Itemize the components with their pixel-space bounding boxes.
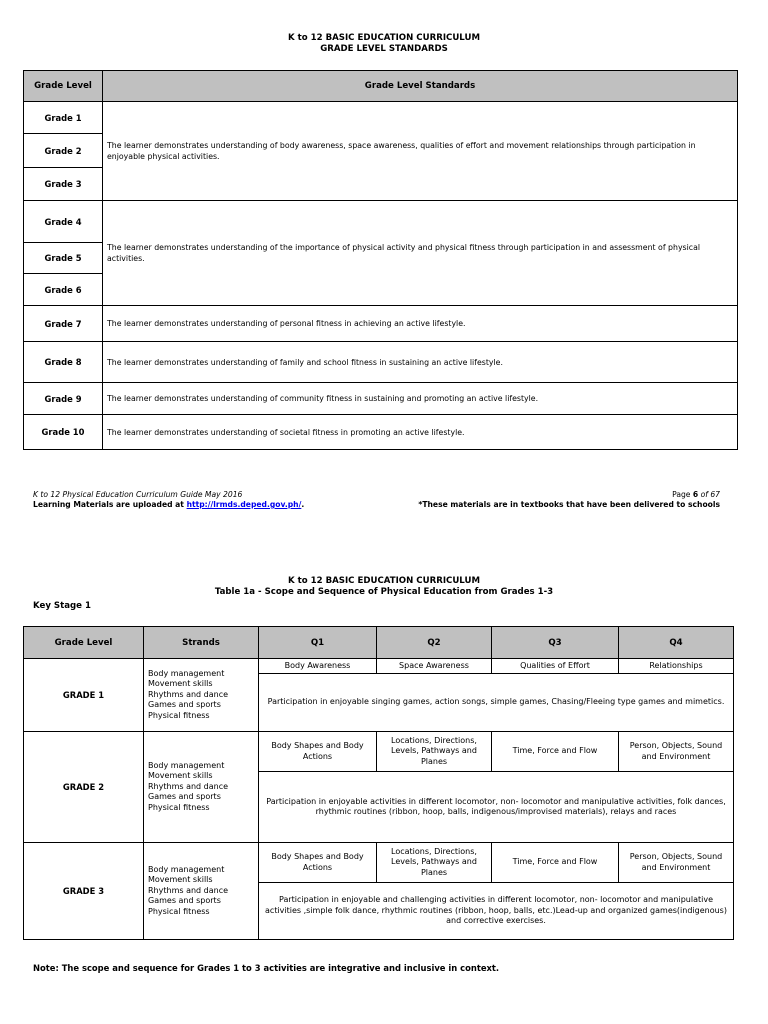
col-grade-level: Grade Level — [24, 71, 103, 102]
standard-cell: The learner demonstrates understanding of societal fitness in promoting an active lifestyle. — [103, 415, 738, 450]
uploaded-suffix: . — [301, 500, 305, 509]
strand-item: Movement skills — [148, 875, 213, 885]
scope-sequence-table — [23, 626, 734, 940]
q2-cell: Locations, Directions, Levels, Pathways and Planes — [377, 843, 492, 883]
q2-cell: Space Awareness — [377, 659, 492, 674]
activities-cell: Participation in enjoyable and challenging activities in different locomotor, non- locomotor and manipulative activities ,simple folk dance, rhythmic routines (ribbon, hoop, balls, etc.)Lead-up and organized games(indigenous) and corrective exercises. — [259, 883, 734, 940]
q3-cell: Time, Force and Flow — [492, 843, 619, 883]
q3-cell: Time, Force and Flow — [492, 732, 619, 772]
table-row — [24, 659, 734, 674]
q4-cell: Relationships — [619, 659, 734, 674]
grade-cell: Grade 1 — [24, 102, 103, 134]
col-grade-level-standards: Grade Level Standards — [103, 71, 738, 102]
page-current: 6 — [692, 490, 699, 499]
standard-cell: The learner demonstrates understanding of family and school fitness in sustaining an active lifestyle. — [103, 342, 738, 383]
strand-item: Rhythms and dance — [148, 885, 229, 895]
q4-cell: Person, Objects, Sound and Environment — [619, 732, 734, 772]
standards-subtitle: GRADE LEVEL STANDARDS — [320, 44, 448, 54]
standard-cell: The learner demonstrates understanding of personal fitness in achieving an active lifestyle. — [103, 306, 738, 342]
strand-item: Games and sports — [148, 896, 221, 906]
table-header-row — [24, 627, 734, 659]
table-row — [24, 201, 738, 243]
grade-cell: Grade 8 — [24, 342, 103, 383]
activities-cell: Participation in enjoyable activities in different locomotor, non- locomotor and manipulative activities, folk dances, rhythmic routines (ribbon, hoop, balls, indigenous/improvised materials), relays and races — [259, 772, 734, 843]
strand-item: Physical fitness — [148, 906, 210, 916]
q4-cell: Person, Objects, Sound and Environment — [619, 843, 734, 883]
standard-cell: The learner demonstrates understanding of community fitness in sustaining and promoting an active lifestyle. — [103, 383, 738, 415]
standard-cell: The learner demonstrates understanding of body awareness, space awareness, qualities of effort and movement relationships through participation in enjoyable physical activities. — [103, 102, 738, 201]
col-q1: Q1 — [259, 627, 377, 659]
table-row — [24, 383, 738, 415]
strands-cell — [144, 732, 259, 843]
grade-cell: GRADE 2 — [24, 732, 144, 843]
col-q4: Q4 — [619, 627, 734, 659]
key-stage-label: Key Stage 1 — [33, 601, 91, 611]
activities-cell: Participation in enjoyable singing games, action songs, simple games, Chasing/Fleeing type games and mimetics. — [259, 674, 734, 732]
page-total: of 67 — [698, 490, 720, 499]
uploaded-prefix: Learning Materials are uploaded at — [33, 500, 187, 509]
table-row — [24, 415, 738, 450]
strand-item: Body management — [148, 760, 225, 770]
strand-item: Rhythms and dance — [148, 689, 229, 699]
q2-cell: Locations, Directions, Levels, Pathways and Planes — [377, 732, 492, 772]
strands-cell — [144, 843, 259, 940]
q1-cell: Body Shapes and Body Actions — [259, 732, 377, 772]
curriculum-title-2: K to 12 BASIC EDUCATION CURRICULUM — [287, 576, 481, 586]
strand-item: Games and sports — [148, 700, 221, 710]
scope-note: Note: The scope and sequence for Grades 1 to 3 activities are integrative and inclusive in context. — [33, 963, 500, 973]
lrmds-link[interactable]: http://lrmds.deped.gov.ph/ — [186, 500, 302, 509]
table-1a-title: Table 1a - Scope and Sequence of Physical Education from Grades 1-3 — [214, 587, 554, 597]
table-row — [24, 732, 734, 772]
q3-cell: Qualities of Effort — [492, 659, 619, 674]
grade-cell: Grade 4 — [24, 201, 103, 243]
strand-item: Movement skills — [148, 771, 213, 781]
strand-item: Rhythms and dance — [148, 781, 229, 791]
grade-cell: Grade 9 — [24, 383, 103, 415]
col-grade-level: Grade Level — [24, 627, 144, 659]
grade-level-standards-table — [23, 70, 738, 450]
grade-cell: Grade 2 — [24, 134, 103, 168]
strand-item: Physical fitness — [148, 802, 210, 812]
table-row — [24, 342, 738, 383]
learning-materials-line — [33, 500, 304, 509]
col-strands: Strands — [144, 627, 259, 659]
col-q2: Q2 — [377, 627, 492, 659]
grade-cell: GRADE 1 — [24, 659, 144, 732]
strand-item: Physical fitness — [148, 710, 210, 720]
standard-cell: The learner demonstrates understanding of the importance of physical activity and physical fitness through participation in and assessment of physical activities. — [103, 201, 738, 306]
grade-cell: Grade 6 — [24, 274, 103, 306]
grade-cell: Grade 3 — [24, 168, 103, 201]
strand-item: Movement skills — [148, 679, 213, 689]
strand-item: Body management — [148, 864, 225, 874]
page-prefix: Page — [672, 490, 693, 499]
curriculum-title: K to 12 BASIC EDUCATION CURRICULUM — [287, 33, 481, 43]
strands-cell — [144, 659, 259, 732]
col-q3: Q3 — [492, 627, 619, 659]
grade-cell: Grade 7 — [24, 306, 103, 342]
table-row — [24, 843, 734, 883]
grade-cell: Grade 10 — [24, 415, 103, 450]
page-number — [672, 490, 720, 499]
q1-cell: Body Awareness — [259, 659, 377, 674]
table-row — [24, 306, 738, 342]
table-row — [24, 102, 738, 134]
grade-cell: GRADE 3 — [24, 843, 144, 940]
curriculum-guide-label: K to 12 Physical Education Curriculum Guide May 2016 — [33, 490, 243, 499]
textbooks-note: *These materials are in textbooks that have been delivered to schools — [418, 500, 720, 509]
strand-item: Body management — [148, 668, 225, 678]
strand-item: Games and sports — [148, 792, 221, 802]
q1-cell: Body Shapes and Body Actions — [259, 843, 377, 883]
grade-cell: Grade 5 — [24, 243, 103, 274]
table-header-row — [24, 71, 738, 102]
